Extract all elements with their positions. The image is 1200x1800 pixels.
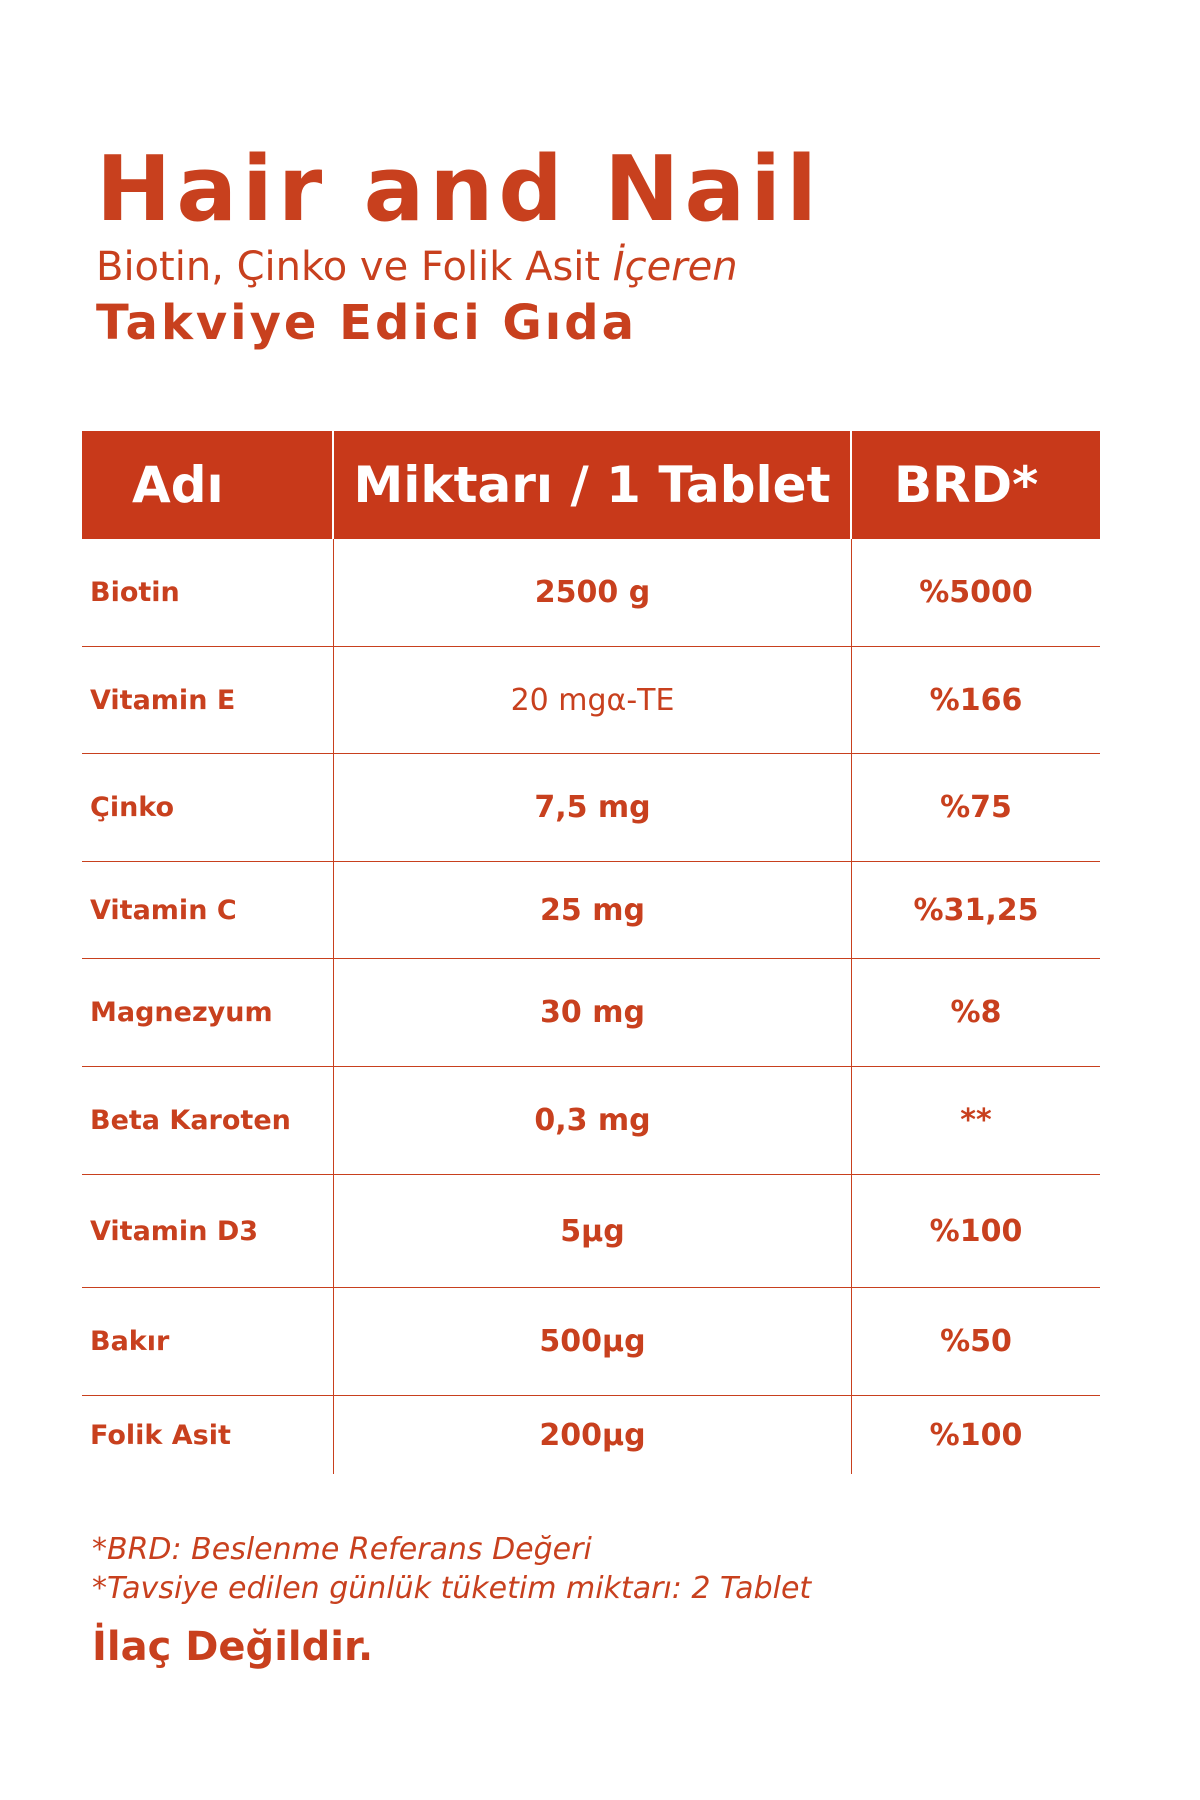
row-brd-cell: %8 bbox=[950, 995, 1002, 1030]
column-header-amount: Miktarı / 1 Tablet bbox=[334, 431, 852, 539]
brd-footnote: *BRD: Beslenme Referans Değeri bbox=[92, 1532, 592, 1567]
row-name-cell: Biotin bbox=[82, 539, 334, 646]
table-row bbox=[82, 539, 1100, 647]
row-brd-cell: %31,25 bbox=[913, 892, 1039, 928]
not-medicine-warning: İlaç Değildir. bbox=[92, 1624, 374, 1670]
row-brd-cell: %5000 bbox=[919, 575, 1033, 610]
row-name-cell: Beta Karoten bbox=[82, 1067, 334, 1174]
product-subtitle bbox=[96, 244, 822, 290]
row-amount-cell: 500µg bbox=[334, 1288, 852, 1395]
row-name-cell: Vitamin E bbox=[82, 647, 334, 753]
dosage-footnote: *Tavsiye edilen günlük tüketim miktarı: 2 Tablet bbox=[92, 1571, 812, 1606]
row-name-cell: Bakır bbox=[82, 1288, 334, 1395]
row-amount-cell: 25 mg bbox=[334, 862, 852, 958]
table-row bbox=[82, 862, 1100, 959]
row-name-cell: Vitamin C bbox=[82, 862, 334, 958]
product-tagline: Takviye Edici Gıda bbox=[96, 295, 637, 351]
row-brd-cell: %75 bbox=[940, 790, 1012, 825]
table-row bbox=[82, 647, 1100, 754]
table-row bbox=[82, 1288, 1100, 1396]
row-name-cell: Magnezyum bbox=[82, 959, 334, 1066]
row-brd-cell: %50 bbox=[940, 1324, 1012, 1359]
nutrition-table bbox=[82, 431, 1100, 1474]
row-amount-cell: 5µg bbox=[334, 1175, 852, 1287]
table-row bbox=[82, 1175, 1100, 1288]
row-brd-cell: %100 bbox=[929, 1417, 1023, 1453]
row-name-cell: Vitamin D3 bbox=[82, 1175, 334, 1287]
row-name-cell: Çinko bbox=[82, 754, 334, 861]
table-row bbox=[82, 959, 1100, 1067]
row-brd-cell: %166 bbox=[929, 682, 1023, 718]
row-amount-cell: 7,5 mg bbox=[334, 754, 852, 861]
subtitle-main: Biotin, Çinko ve Folik Asit bbox=[96, 244, 613, 290]
column-header-name: Adı bbox=[82, 431, 334, 539]
subtitle-italic: İçeren bbox=[612, 244, 738, 290]
table-header-row bbox=[82, 431, 1100, 539]
row-name-cell: Folik Asit bbox=[82, 1396, 334, 1474]
row-amount-cell: 30 mg bbox=[334, 959, 852, 1066]
table-row bbox=[82, 1396, 1100, 1474]
footer-notes bbox=[92, 1530, 811, 1670]
row-brd-cell: ** bbox=[960, 1103, 992, 1138]
product-header bbox=[96, 137, 822, 351]
row-amount-cell: 0,3 mg bbox=[334, 1067, 852, 1174]
column-header-brd: BRD* bbox=[894, 456, 1039, 514]
row-amount-cell: 20 mgα-TE bbox=[334, 647, 852, 753]
row-brd-cell: %100 bbox=[929, 1213, 1023, 1249]
row-amount-cell: 2500 g bbox=[334, 539, 852, 646]
table-row bbox=[82, 1067, 1100, 1175]
table-row bbox=[82, 754, 1100, 862]
product-title: Hair and Nail bbox=[96, 137, 822, 242]
row-amount-cell: 200µg bbox=[334, 1396, 852, 1474]
